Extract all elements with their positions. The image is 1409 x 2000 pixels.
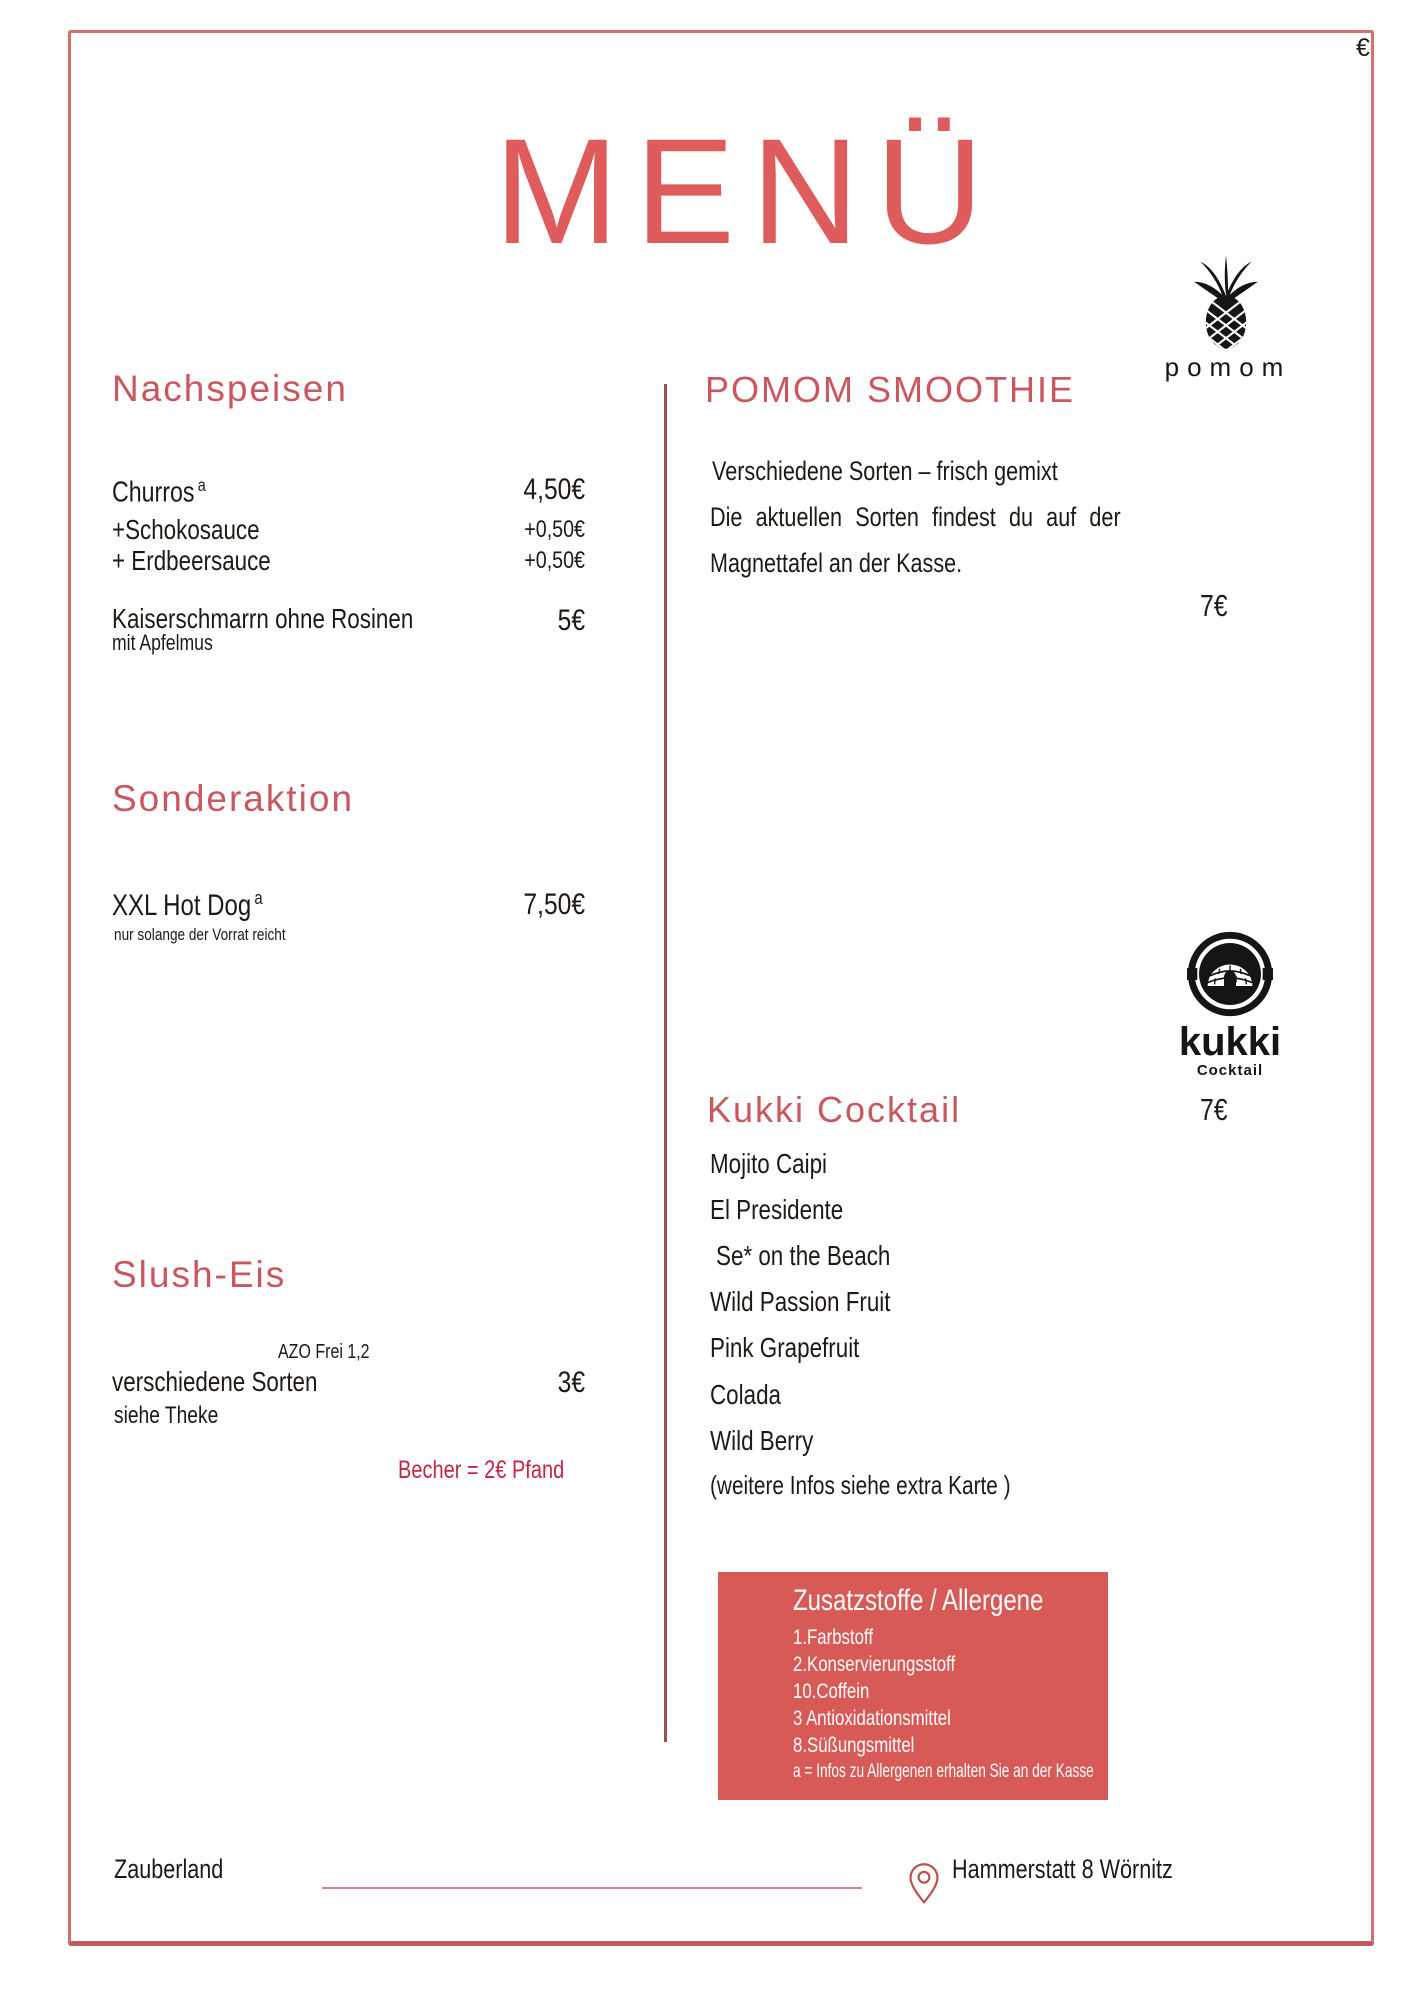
cocktail-flavor: Colada [710,1379,781,1410]
location-pin-icon [905,1860,943,1921]
footer-divider-line [322,1887,862,1889]
column-divider-line [664,384,667,1742]
smoothie-price: 7€ [1200,588,1228,623]
cocktail-flavor: Pink Grapefruit [710,1332,860,1363]
menu-item-schokosauce: +Schokosauce [112,514,260,545]
item-price: 7,50€ [523,888,585,921]
kukki-logo-subtext: Cocktail [1196,1062,1264,1079]
item-price: +0,50€ [524,547,585,574]
kukki-price: 7€ [1200,1092,1228,1127]
cocktail-note: (weitere Infos siehe extra Karte ) [710,1470,1011,1500]
kukki-logo-wordmark: kukki [1178,1020,1282,1064]
allergen-line: 1.Farbstoff [793,1626,873,1649]
item-price: 4,50€ [523,473,585,506]
pomom-logo-wordmark: pomom [1164,352,1292,382]
item-price: 3€ [557,1366,585,1399]
menu-item-xxl-hotdog [112,889,263,921]
smoothie-text-line: Verschiedene Sorten – frisch gemixt [712,456,1058,486]
allergen-sup: a [197,475,206,495]
footer-brand: Zauberland [114,1854,224,1884]
section-heading-kukki-cocktail: Kukki Cocktail [707,1089,962,1130]
item-name: XXL Hot Dog [112,889,252,922]
smoothie-text-line: Magnettafel an der Kasse. [710,548,963,578]
deposit-note: Becher = 2€ Pfand [398,1456,565,1484]
allergen-line: 8.Süßungsmittel [793,1734,915,1757]
item-subtext: siehe Theke [114,1402,219,1429]
section-heading-slush-eis: Slush-Eis [112,1254,287,1295]
menu-item-erdbeersauce: + Erdbeersauce [112,545,271,576]
kukki-igloo-logo-icon [1187,931,1273,1022]
menu-item-churros [112,476,206,508]
footer-address: Hammerstatt 8 Wörnitz [952,1854,1173,1884]
cocktail-flavor: Mojito Caipi [710,1148,828,1179]
allergen-line: 10.Coffein [793,1680,870,1703]
section-heading-sonderaktion: Sonderaktion [112,778,355,819]
allergen-line: 3 Antioxidationsmittel [793,1707,951,1730]
cocktail-flavor: Se* on the Beach [716,1240,891,1271]
menu-item-slush-sorten: verschiedene Sorten [112,1366,318,1397]
pomom-pineapple-icon [1188,252,1264,357]
item-subtext: mit Apfelmus [112,630,213,655]
currency-symbol: € [1356,34,1370,62]
cocktail-flavor: El Presidente [710,1194,844,1225]
item-price: +0,50€ [524,516,585,543]
section-heading-nachspeisen: Nachspeisen [112,368,348,409]
allergen-line: 2.Konservierungsstoff [793,1653,956,1676]
item-sup-note: AZO Frei 1,2 [278,1341,370,1363]
menu-item-kaiserschmarrn: Kaiserschmarrn ohne Rosinen [112,603,414,634]
cocktail-flavor: Wild Passion Fruit [710,1286,891,1317]
page-title: MENÜ [494,107,1000,275]
section-heading-pomom-smoothie: POMOM SMOOTHIE [705,369,1075,410]
item-note: nur solange der Vorrat reicht [114,925,286,944]
cocktail-flavor: Wild Berry [710,1425,814,1456]
allergen-line: a = Infos zu Allergenen erhalten Sie an der Kasse [793,1761,1094,1782]
allergens-heading: Zusatzstoffe / Allergene [793,1584,1044,1617]
smoothie-text-line: Die aktuellen Sorten findest du auf der [710,502,1121,532]
item-price: 5€ [557,604,585,637]
allergen-sup: a [254,887,263,908]
item-name: Churros [112,476,195,509]
